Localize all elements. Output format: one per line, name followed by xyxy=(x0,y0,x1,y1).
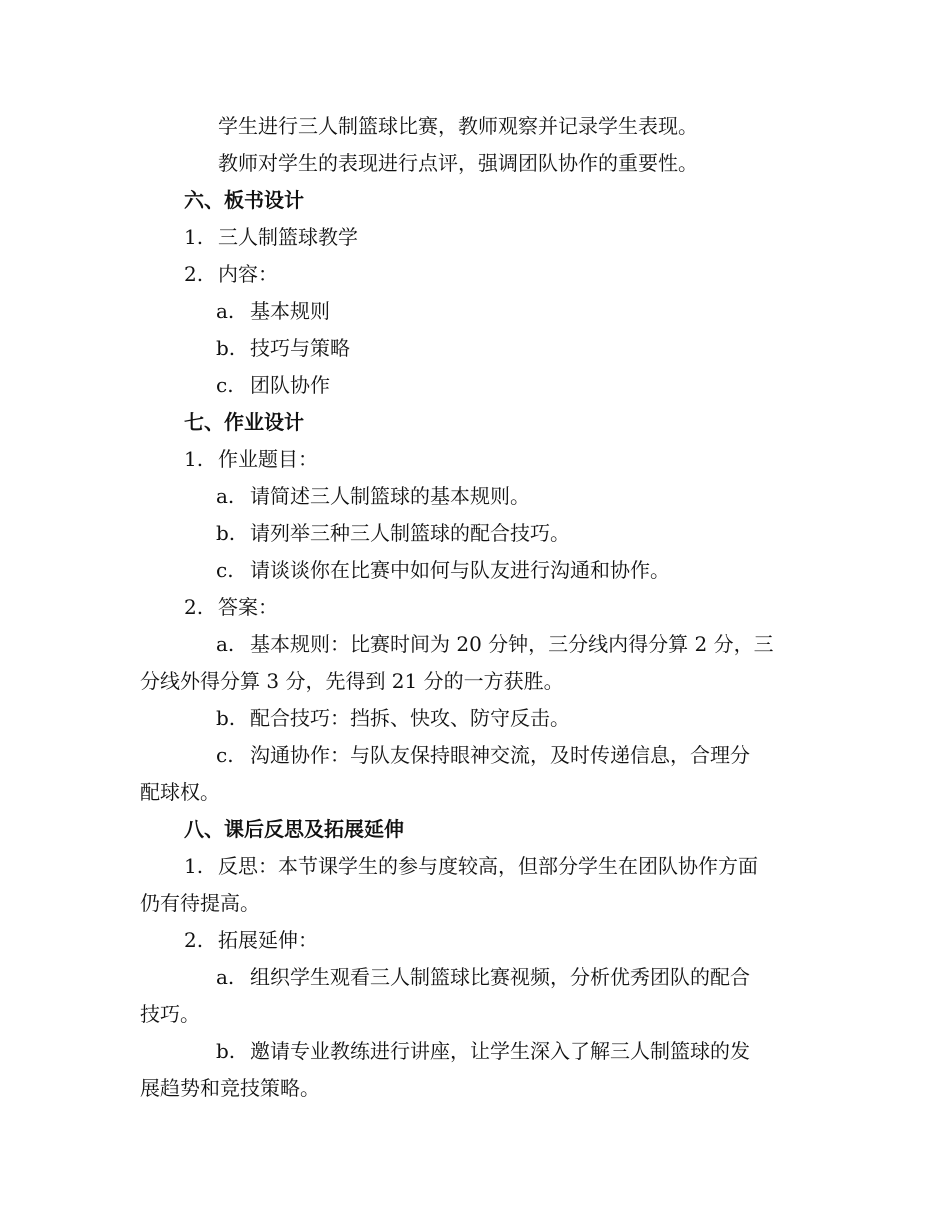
list-item xyxy=(184,261,278,287)
sub-list-text: 团队协作 xyxy=(250,373,330,397)
sub-list-item xyxy=(216,298,330,324)
sub-list-item xyxy=(216,964,750,990)
sub-list-text: 邀请专业教练进行讲座，让学生深入了解三人制篮球的发 xyxy=(250,1039,750,1063)
sub-list-label: a. xyxy=(216,632,235,656)
sub-list-label: c. xyxy=(216,558,234,582)
answer-item xyxy=(216,631,774,657)
section-heading: 七、作业设计 xyxy=(184,410,304,434)
sub-list-continuation: 技巧。 xyxy=(140,1002,200,1026)
sub-list-label: b. xyxy=(216,336,236,360)
list-item-text: 内容： xyxy=(218,262,278,286)
list-item xyxy=(184,224,358,250)
sub-list-continuation: 展趋势和竞技策略。 xyxy=(140,1076,320,1100)
answer-text: 配合技巧：挡拆、快攻、防守反击。 xyxy=(250,706,570,730)
question-item xyxy=(216,557,670,583)
answer-text: 基本规则：比赛时间为 20 分钟，三分线内得分算 2 分，三 xyxy=(250,632,774,656)
sub-list-item xyxy=(216,372,330,398)
list-item-continuation: 仍有待提高。 xyxy=(140,891,260,915)
list-item-text: 拓展延伸： xyxy=(218,928,318,952)
sub-list-label: a. xyxy=(216,299,235,323)
list-item xyxy=(184,594,278,620)
sub-list-item xyxy=(216,1038,750,1064)
sub-list-text: 请列举三种三人制篮球的配合技巧。 xyxy=(250,521,570,545)
sub-list-text: 请简述三人制篮球的基本规则。 xyxy=(250,484,530,508)
list-number: 1. xyxy=(184,225,204,249)
list-number: 1. xyxy=(184,447,204,471)
list-number: 2. xyxy=(184,262,204,286)
sub-list-label: a. xyxy=(216,965,235,989)
sub-list-text: 组织学生观看三人制篮球比赛视频，分析优秀团队的配合 xyxy=(250,965,750,989)
sub-list-label: b. xyxy=(216,1039,236,1063)
intro-paragraph: 教师对学生的表现进行点评，强调团队协作的重要性。 xyxy=(218,151,698,175)
section-heading: 六、板书设计 xyxy=(184,188,304,212)
list-item-text: 作业题目： xyxy=(218,447,318,471)
sub-list-text: 请谈谈你在比赛中如何与队友进行沟通和协作。 xyxy=(250,558,670,582)
question-item xyxy=(216,483,530,509)
sub-list-label: c. xyxy=(216,743,234,767)
list-number: 2. xyxy=(184,595,204,619)
section-heading: 八、课后反思及拓展延伸 xyxy=(184,817,404,841)
list-item xyxy=(184,927,318,953)
sub-list-label: b. xyxy=(216,521,236,545)
sub-list-text: 基本规则 xyxy=(250,299,330,323)
list-item-text: 答案： xyxy=(218,595,278,619)
sub-list-label: c. xyxy=(216,373,234,397)
intro-paragraph: 学生进行三人制篮球比赛，教师观察并记录学生表现。 xyxy=(218,114,698,138)
list-item xyxy=(184,446,318,472)
list-number: 2. xyxy=(184,928,204,952)
question-item xyxy=(216,520,570,546)
sub-list-label: a. xyxy=(216,484,235,508)
sub-list-item xyxy=(216,335,350,361)
answer-continuation: 配球权。 xyxy=(140,780,220,804)
answer-item xyxy=(216,742,750,768)
list-item-text: 三人制篮球教学 xyxy=(218,225,358,249)
answer-continuation: 分线外得分算 3 分，先得到 21 分的一方获胜。 xyxy=(140,669,564,693)
answer-item xyxy=(216,705,570,731)
list-number: 1. xyxy=(184,854,204,878)
list-item xyxy=(184,853,758,879)
answer-text: 沟通协作：与队友保持眼神交流，及时传递信息，合理分 xyxy=(250,743,750,767)
sub-list-label: b. xyxy=(216,706,236,730)
sub-list-text: 技巧与策略 xyxy=(250,336,350,360)
list-item-text: 反思：本节课学生的参与度较高，但部分学生在团队协作方面 xyxy=(218,854,758,878)
